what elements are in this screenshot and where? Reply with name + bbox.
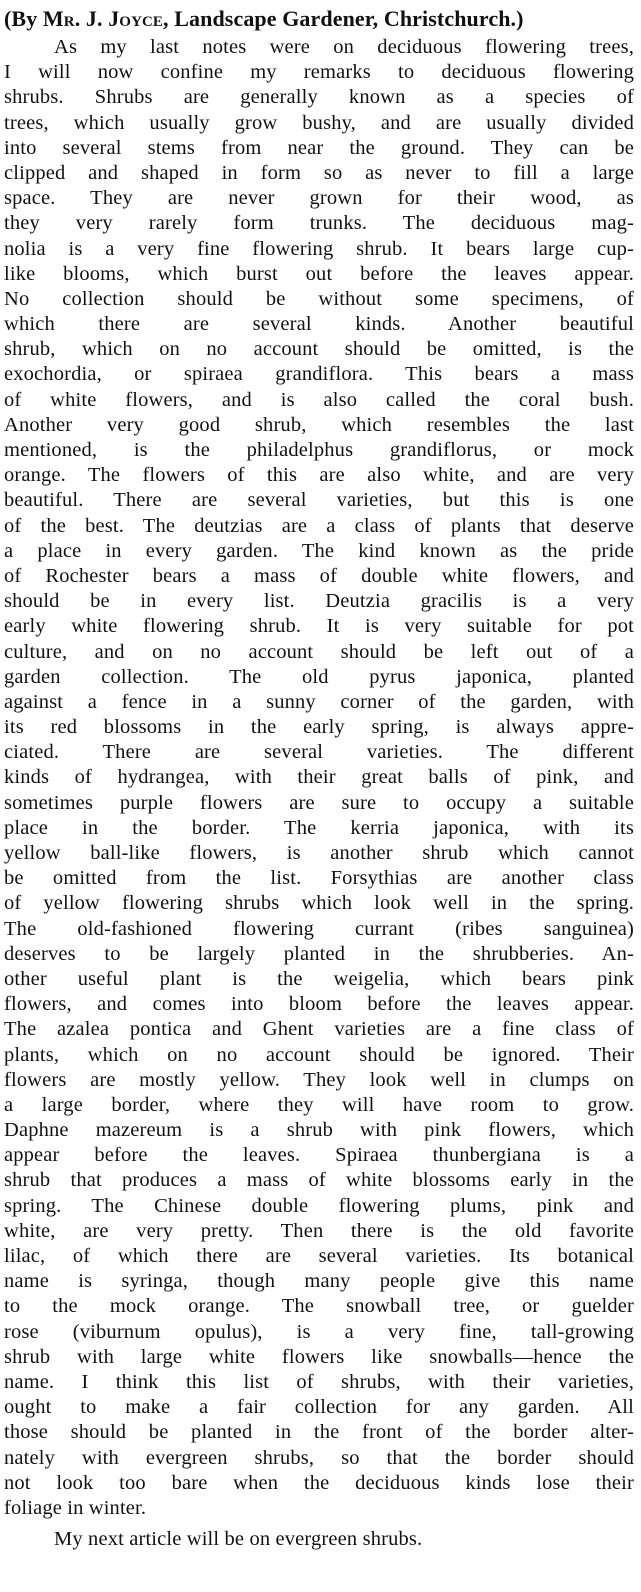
body-line: name. I think this list of shrubs, with their varieties,: [4, 1370, 634, 1393]
body-line: should be in every list. Deutzia gracilis is a very: [4, 590, 634, 613]
body-line: of yellow flowering shrubs which look well in the spring.: [4, 892, 634, 915]
body-line: No collection should be without some specimens, of: [4, 287, 634, 310]
byline: [4, 4, 634, 34]
byline-author: Mr. J. Joyce: [42, 6, 164, 31]
body-line: nately with evergreen shrubs, so that the border should: [4, 1446, 634, 1469]
body-line: spring. The Chinese double flowering plums, pink and: [4, 1194, 634, 1217]
body-line: Another very good shrub, which resembles the last: [4, 413, 634, 436]
body-line: name is syringa, though many people give this name: [4, 1270, 634, 1293]
body-line: ought to make a fair collection for any garden. All: [4, 1396, 634, 1419]
byline-rest: , Landscape Gardener, Christchurch.): [163, 6, 524, 31]
body-line: those should be planted in the front of the border alter-: [4, 1421, 634, 1444]
body-line: orange. The flowers of this are also white, and are very: [4, 464, 634, 487]
body-line: early white flowering shrub. It is very suitable for pot: [4, 615, 634, 638]
body-line: culture, and on no account should be left out of a: [4, 640, 634, 663]
body-line: The old-fashioned flowering currant (ribes sanguinea): [4, 917, 634, 940]
body-line: its red blossoms in the early spring, is always appre-: [4, 716, 634, 739]
body-line: place in the border. The kerria japonica, with its: [4, 816, 634, 839]
body-line: trees, which usually grow bushy, and are usually divided: [4, 111, 634, 134]
body-line: The azalea pontica and Ghent varieties are a fine class of: [4, 1018, 634, 1041]
body-line: As my last notes were on deciduous flowering trees,: [54, 36, 634, 58]
body-line: beautiful. There are several varieties, but this is one: [4, 489, 634, 512]
body-line: flowers, and comes into bloom before the leaves appear.: [4, 993, 634, 1016]
body-line: of white flowers, and is also called the coral bush.: [4, 388, 634, 411]
body-line: against a fence in a sunny corner of the garden, with: [4, 690, 634, 713]
body-line: mentioned, is the philadelphus grandiflorus, or mock: [4, 439, 634, 461]
body-line: to the mock orange. The snowball tree, or guelder: [4, 1295, 634, 1318]
article-body: [4, 35, 634, 1521]
body-line: exochordia, or spiraea grandiflora. This bears a mass: [4, 363, 634, 386]
body-line: into several stems from near the ground. They can be: [4, 136, 634, 159]
body-line: foliage in winter.: [4, 1496, 147, 1519]
body-line: shrubs. Shrubs are generally known as a species of: [4, 86, 634, 109]
body-line: plants, which on no account should be ignored. Their: [4, 1043, 634, 1066]
body-line: yellow ball-like flowers, is another shrub which cannot: [4, 842, 634, 864]
body-line: shrub, which on no account should be omitted, is the: [4, 338, 634, 361]
body-line: be omitted from the list. Forsythias are another class: [4, 867, 634, 890]
body-line: appear before the leaves. Spiraea thunbergiana is a: [4, 1144, 634, 1167]
body-line: space. They are never grown for their wood, as: [4, 187, 634, 210]
body-line: clipped and shaped in form so as never to fill a large: [4, 161, 634, 184]
article: [4, 4, 634, 1552]
body-line: of Rochester bears a mass of double white flowers, and: [4, 564, 634, 587]
body-line: other useful plant is the weigelia, which bears pink: [4, 967, 634, 990]
body-line: sometimes purple flowers are sure to occupy a suitable: [4, 791, 634, 814]
body-line: nolia is a very fine flowering shrub. It bears large cup-: [4, 237, 634, 260]
body-line: shrub that produces a mass of white blossoms early in the: [4, 1169, 634, 1192]
closing-line: My next article will be on evergreen shrubs.: [54, 1528, 423, 1551]
body-line: Daphne mazereum is a shrub with pink flowers, which: [4, 1119, 634, 1142]
body-line: garden collection. The old pyrus japonica, planted: [4, 665, 634, 688]
body-line: which there are several kinds. Another beautiful: [4, 313, 634, 336]
body-line: ciated. There are several varieties. The different: [4, 741, 634, 764]
body-line: not look too bare when the deciduous kinds lose their: [4, 1471, 634, 1494]
body-line: of the best. The deutzias are a class of plants that deserve: [4, 514, 634, 537]
body-line: a place in every garden. The kind known as the pride: [4, 539, 634, 562]
body-line: kinds of hydrangea, with their great balls of pink, and: [4, 766, 634, 789]
body-line: I will now confine my remarks to deciduous flowering: [4, 61, 634, 84]
byline-open: (By: [4, 6, 43, 31]
body-line: deserves to be largely planted in the shrubberies. An-: [4, 942, 634, 965]
body-line: like blooms, which burst out before the leaves appear.: [4, 262, 634, 285]
body-line: a large border, where they will have room to grow.: [4, 1093, 634, 1116]
body-line: shrub with large white flowers like snowballs—hence the: [4, 1345, 634, 1368]
body-line: lilac, of which there are several varieties. Its botanical: [4, 1245, 634, 1267]
body-line: white, are very pretty. Then there is the old favorite: [4, 1219, 634, 1242]
body-line: they very rarely form trunks. The deciduous mag-: [4, 212, 634, 235]
body-line: rose (viburnum opulus), is a very fine, tall-growing: [4, 1320, 634, 1343]
body-line: flowers are mostly yellow. They look well in clumps on: [4, 1068, 634, 1091]
